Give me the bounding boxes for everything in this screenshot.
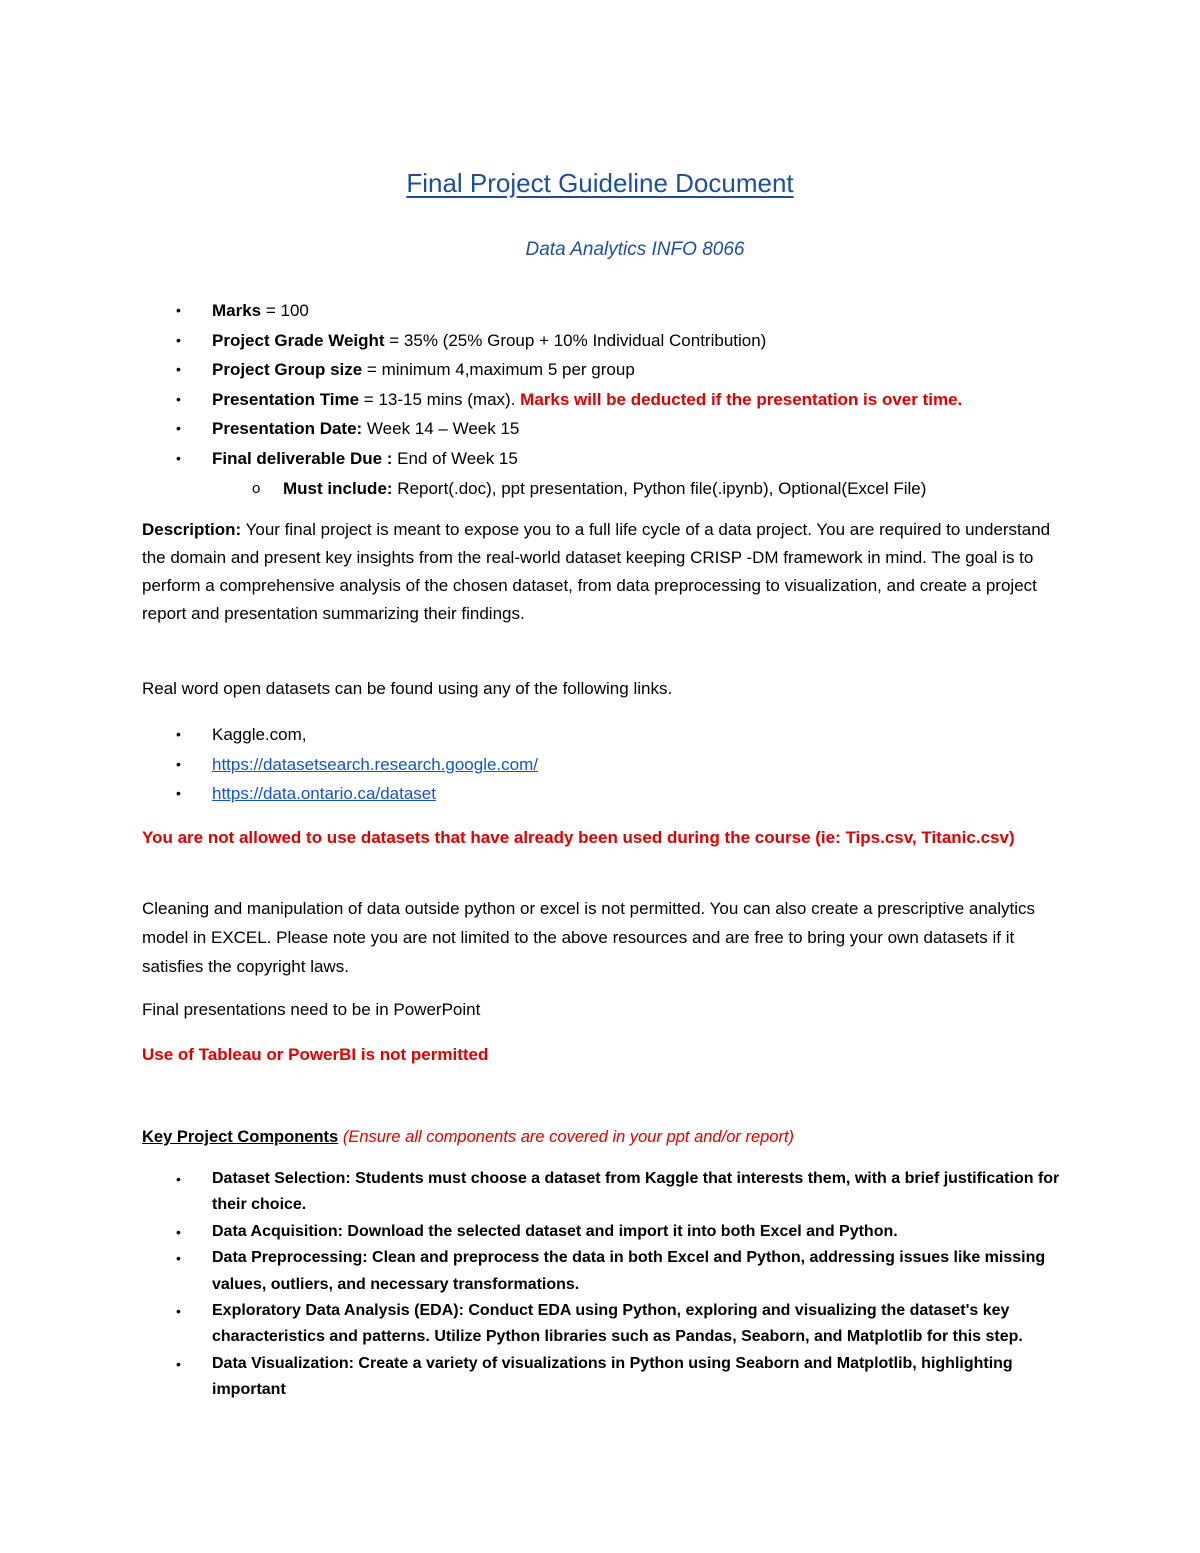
dataset-link-item: [170, 720, 538, 750]
summary-label: Project Grade Weight: [212, 330, 385, 350]
summary-value: End of Week 15: [392, 448, 518, 468]
bullet-icon: •: [176, 1303, 181, 1320]
summary-label: Marks: [212, 301, 262, 320]
bullet-icon: •: [176, 726, 181, 742]
datasets-intro: Real word open datasets can be found using any of the following links.: [142, 679, 673, 698]
bullet-icon: •: [176, 785, 181, 801]
dataset-link-item: [170, 750, 538, 780]
summary-value: Week 14 – Week 15: [362, 419, 520, 439]
summary-value: = 35% (25% Group + 10% Individual Contribution): [384, 330, 767, 350]
component-item: [170, 1166, 1070, 1219]
document-title: Final Project Guideline Document: [406, 168, 794, 198]
overtime-warning: Marks will be deducted if the presentation is over time.: [520, 389, 963, 409]
key-components-heading: [142, 1125, 794, 1149]
powerpoint-note: Final presentations need to be in PowerPoint: [142, 1000, 481, 1019]
component-item: [170, 1219, 1070, 1245]
description-text: Your final project is meant to expose you to a full life cycle of a data project. You are required to understand the domain and present key insights from the real-world dataset keeping CRISP -DM framework in mind. The goal is to perform a comprehensive analysis of the chosen dataset, from data preprocessing to visualization, and create a project report and presentation summarizing their findings.: [142, 520, 1051, 623]
dataset-restriction: You are not allowed to use datasets that have already been used during the course (ie: Tips.csv, Titanic.csv): [142, 828, 1015, 847]
tools-restriction: Use of Tableau or PowerBI is not permitted: [142, 1045, 489, 1064]
dataset-links-list: [170, 720, 538, 809]
bullet-icon: •: [176, 390, 181, 407]
bullet-icon: •: [176, 302, 181, 318]
cleaning-note: Cleaning and manipulation of data outside python or excel is not permitted. You can also create a prescriptive analytics model in EXCEL. Please note you are not limited to the above resources and are free to bring your own datasets if it satisfies the copyright laws.: [142, 899, 1036, 976]
dataset-link-item: [170, 779, 538, 809]
component-item: [170, 1245, 1070, 1298]
component-text: Dataset Selection: Students must choose a dataset from Kaggle that interests them, with a brief justification for their choice.: [212, 1170, 1060, 1214]
bullet-icon: •: [176, 420, 181, 437]
summary-value: = 13-15 mins (max).: [359, 389, 521, 409]
circle-bullet-icon: o: [252, 479, 261, 497]
bullet-icon: •: [176, 1250, 181, 1267]
ontario-data-link[interactable]: https://data.ontario.ca/dataset: [212, 784, 436, 803]
bullet-icon: •: [176, 755, 181, 772]
description-paragraph: [142, 516, 1062, 628]
sub-item-label: Must include:: [283, 478, 393, 498]
bullet-icon: •: [176, 1223, 181, 1240]
kaggle-text: Kaggle.com,: [212, 725, 307, 744]
summary-item-presentation-time: [170, 385, 962, 415]
component-item: [170, 1298, 1070, 1351]
component-item: [170, 1351, 1070, 1404]
summary-value: = minimum 4,maximum 5 per group: [362, 360, 635, 380]
bullet-icon: •: [176, 361, 181, 378]
key-components-title: Key Project Components: [142, 1128, 339, 1146]
document-subtitle: Data Analytics INFO 8066: [525, 239, 745, 260]
bullet-icon: •: [176, 1355, 181, 1372]
summary-item-grade-weight: [170, 326, 962, 356]
summary-label: Final deliverable Due :: [212, 448, 393, 468]
summary-list: [170, 296, 962, 503]
summary-label: Presentation Date:: [212, 419, 363, 439]
summary-item-presentation-date: [170, 414, 962, 444]
key-components-list: [170, 1166, 1070, 1404]
sub-item-must-include: [170, 474, 962, 504]
bullet-icon: •: [176, 449, 181, 466]
component-text: Data Acquisition: Download the selected dataset and import it into both Excel and Python.: [212, 1222, 898, 1240]
component-text: Data Visualization: Create a variety of visualizations in Python using Seaborn and Matplotlib, highlighting important: [212, 1354, 1013, 1399]
summary-item-marks: [170, 296, 962, 326]
key-components-note: (Ensure all components are covered in your ppt and/or report): [342, 1128, 795, 1146]
summary-item-deliverable-due: [170, 444, 962, 474]
bullet-icon: •: [176, 1171, 181, 1187]
bullet-icon: •: [176, 331, 181, 348]
component-text: Exploratory Data Analysis (EDA): Conduct EDA using Python, exploring and visualizing the dataset's key characteristics and patterns. Utilize Python libraries such as Pandas, Seaborn, and Matplotlib for this step.: [212, 1302, 1023, 1346]
google-dataset-search-link[interactable]: https://datasetsearch.research.google.com/: [212, 754, 539, 774]
sub-item-value: Report(.doc), ppt presentation, Python file(.ipynb), Optional(Excel File): [392, 478, 927, 498]
summary-label: Project Group size: [212, 360, 363, 380]
summary-value: = 100: [261, 301, 309, 320]
summary-label: Presentation Time: [212, 389, 360, 409]
description-label: Description:: [142, 520, 242, 539]
summary-item-group-size: [170, 355, 962, 385]
component-text: Data Preprocessing: Clean and preprocess the data in both Excel and Python, addressing issues like missing values, outliers, and necessary transformations.: [212, 1249, 1046, 1293]
